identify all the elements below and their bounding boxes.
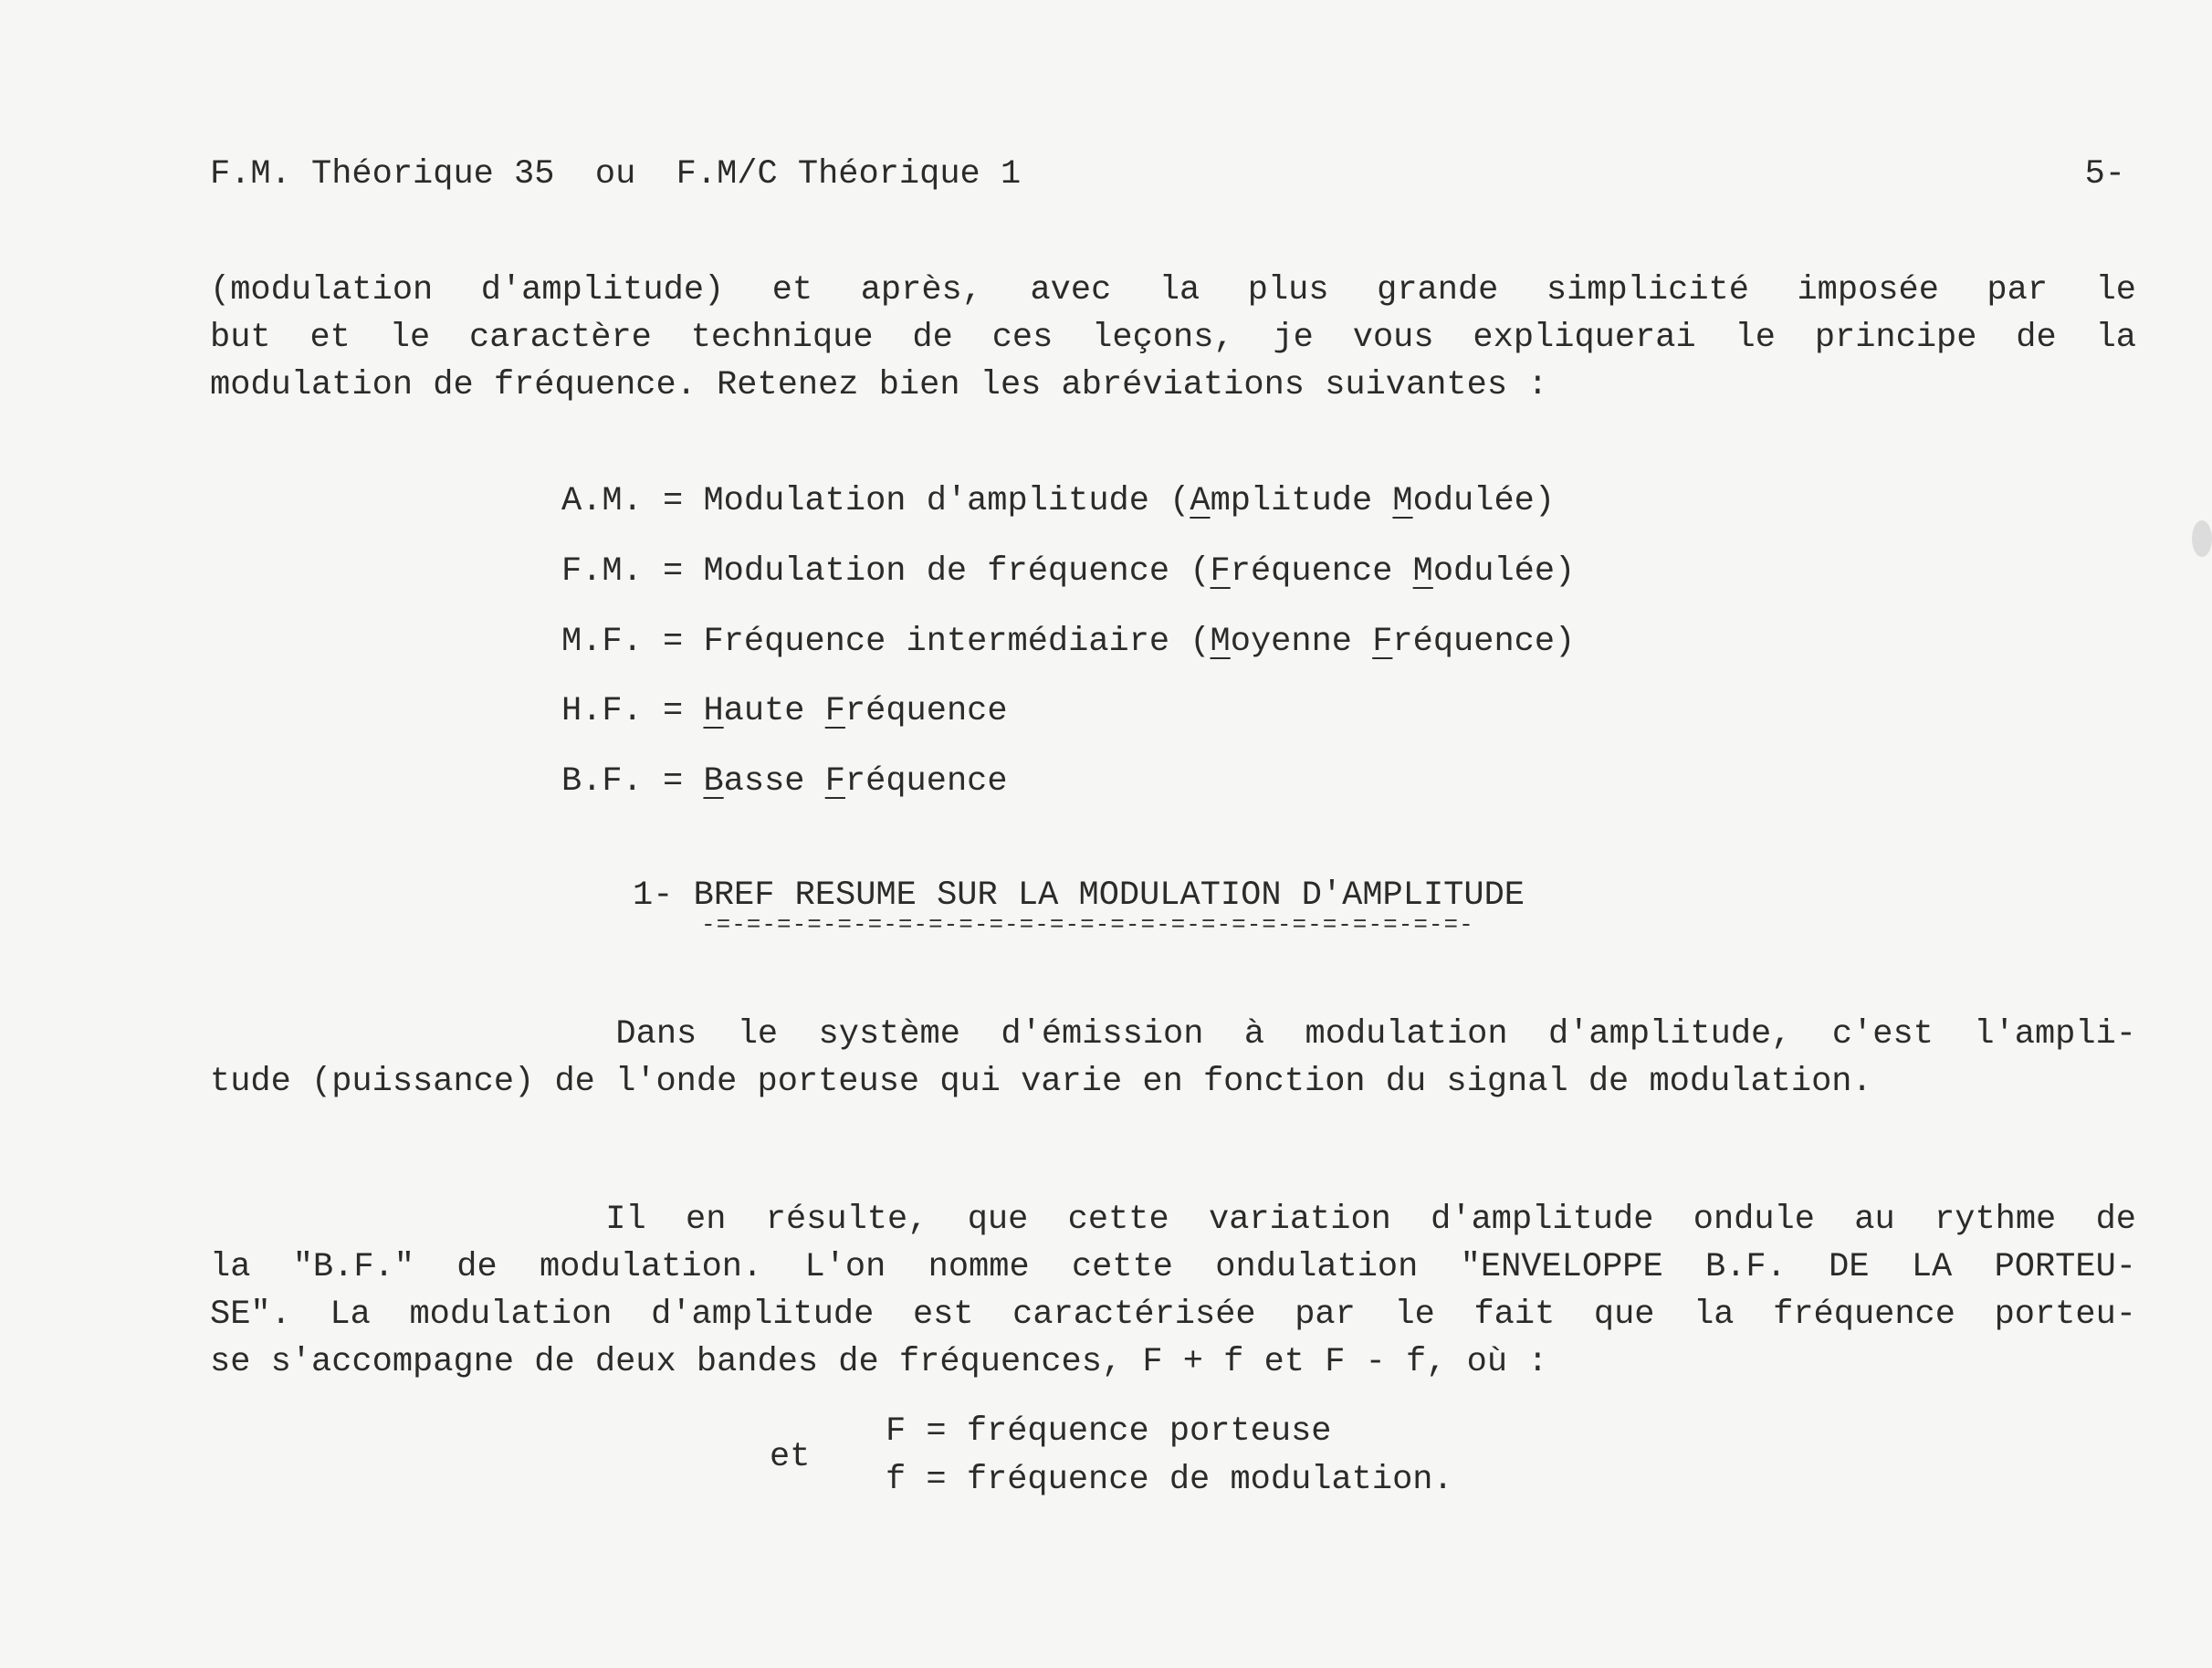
meaning: Modulation de fréquence ( [703, 552, 1211, 591]
text-line: Dans le système d'émission à modulation d'amplitude, c'est l'ampli- [210, 1015, 2136, 1054]
abbreviation-item [561, 762, 1008, 801]
text-line: (modulation d'amplitude) et après, avec la plus grande simplicité imposée par le [210, 271, 2136, 309]
underlined-letter: A [1190, 482, 1211, 520]
text-line: but et le caractère technique de ces leçons, je vous expliquerai le principe de la [210, 319, 2136, 357]
definition-line: f = fréquence de modulation. [886, 1461, 1453, 1499]
meaning: réquence) [1392, 623, 1576, 661]
section-heading [633, 876, 1525, 915]
meaning: Fréquence intermédiaire ( [703, 623, 1211, 661]
abbreviation-item [561, 482, 1555, 520]
section-title: BREF RESUME SUR LA MODULATION D'AMPLITUDE [693, 876, 1525, 915]
paragraph-envelope [210, 1203, 2136, 1393]
meaning: Modulation d'amplitude ( [703, 482, 1190, 520]
underlined-letter: B [703, 762, 724, 801]
meaning: mplitude [1210, 482, 1393, 520]
text-line: tude (puissance) de l'onde porteuse qui varie en fonction du signal de modulation. [210, 1063, 1872, 1101]
meaning: réquence [844, 762, 1008, 801]
equals: = [642, 482, 704, 520]
equals: = [642, 692, 704, 730]
paper-mark [2192, 520, 2212, 557]
abbreviation: B.F. [561, 762, 643, 801]
text-line: modulation de fréquence. Retenez bien les abréviations suivantes : [210, 366, 1548, 404]
running-header: F.M. Théorique 35 ou F.M/C Théorique 1 [210, 155, 1022, 194]
abbreviation: M.F. [561, 623, 643, 661]
equals: = [642, 762, 704, 801]
meaning: réquence [1230, 552, 1413, 591]
abbreviation: H.F. [561, 692, 643, 730]
meaning: asse [723, 762, 825, 801]
underlined-letter: M [1412, 552, 1433, 591]
underlined-letter: M [1392, 482, 1413, 520]
paragraph-am-system [210, 1015, 2136, 1113]
meaning: oyenne [1230, 623, 1373, 661]
equals: = [642, 623, 704, 661]
underlined-letter: F [824, 692, 845, 730]
heading-dashed-underline: -=-=-=-=-=-=-=-=-=-=-=-=-=-=-=-=-=-=-=-=-=-=-=-=-=- [701, 911, 1474, 939]
underlined-letter: F [1372, 623, 1393, 661]
meaning: odulée) [1432, 552, 1576, 591]
definition-connector: et [770, 1438, 811, 1476]
equals: = [642, 552, 704, 591]
definition-line: F = fréquence porteuse [886, 1412, 1332, 1451]
meaning: odulée) [1412, 482, 1556, 520]
abbreviation: A.M. [561, 482, 643, 520]
page-number: 5- [2084, 155, 2125, 194]
text-line: SE". La modulation d'amplitude est caractérisée par le fait que la fréquence porteu- [210, 1296, 2136, 1334]
meaning: aute [723, 692, 825, 730]
underlined-letter: F [824, 762, 845, 801]
abbreviation-item [561, 692, 1008, 730]
meaning: réquence [844, 692, 1008, 730]
text-line: la "B.F." de modulation. L'on nomme cette ondulation "ENVELOPPE B.F. DE LA PORTEU- [210, 1248, 2136, 1286]
section-number: 1- [633, 876, 694, 915]
intro-paragraph [210, 271, 2136, 416]
abbreviation-item [561, 623, 1575, 661]
abbreviation: F.M. [561, 552, 643, 591]
text-line: se s'accompagne de deux bandes de fréquences, F + f et F - f, où : [210, 1343, 1548, 1381]
abbreviation-item [561, 552, 1575, 591]
underlined-letter: M [1210, 623, 1231, 661]
underlined-letter: F [1210, 552, 1231, 591]
underlined-letter: H [703, 692, 724, 730]
text-line: Il en résulte, que cette variation d'amplitude ondule au rythme de [210, 1201, 2136, 1239]
